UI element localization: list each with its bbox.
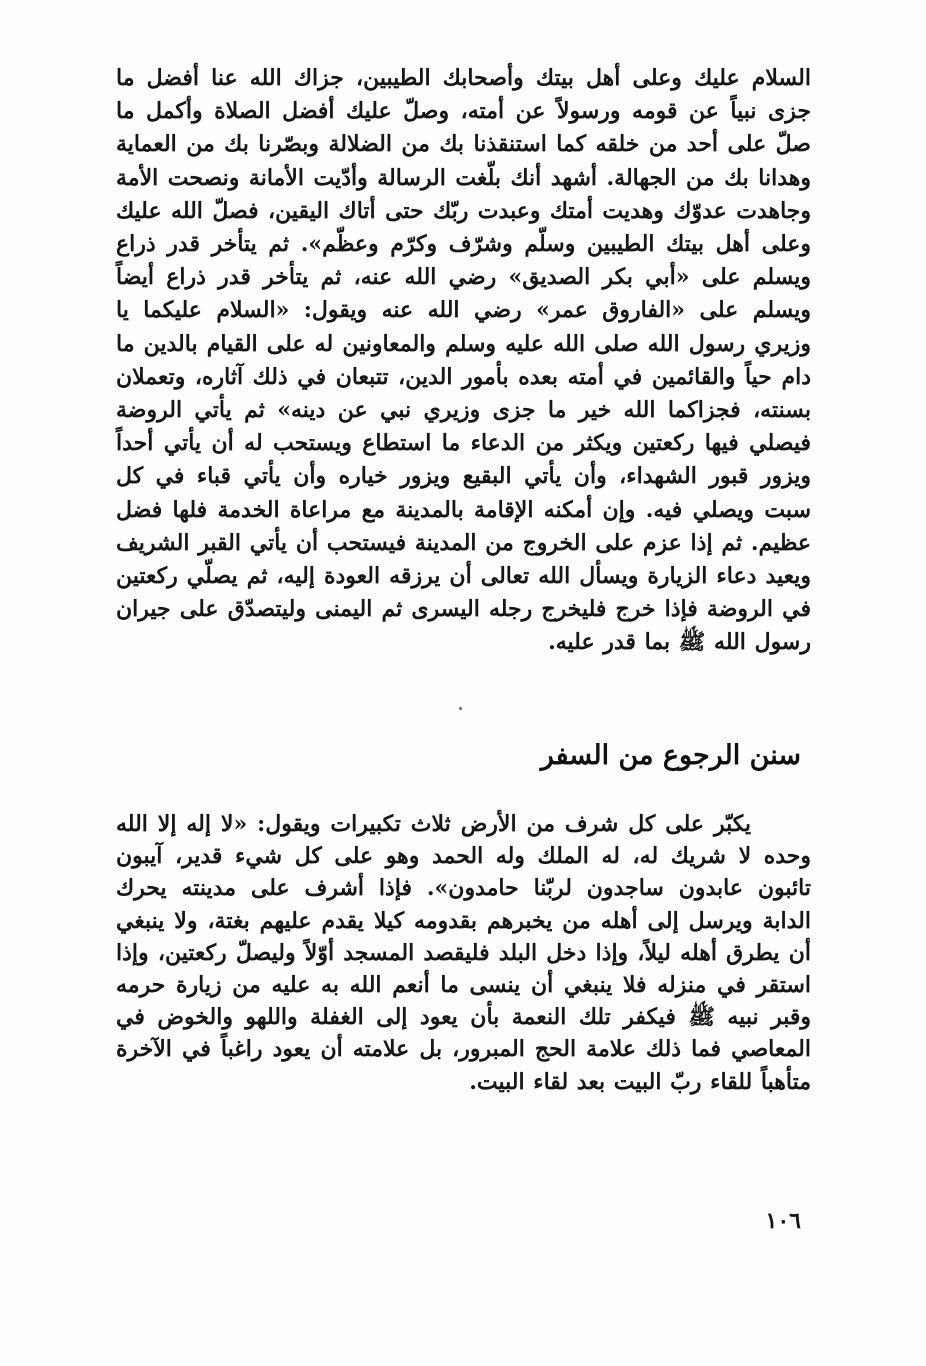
page-number: ١٠٦ — [765, 1208, 801, 1234]
section-heading: سنن الرجوع من السفر — [540, 740, 801, 771]
paragraph-visit-greetings: السلام عليك وعلى أهل بيتك وأصحابك الطيبين، جزاك الله عنا أفضل ما جزى نبياً عن قومه ورسولاً عن أمته، وصلّ عليك أفضل الصلاة وأكمل ما صلّ على أحد من خلقه كما استنقذنا بك من الضلالة وبصّرنا بك من العماية وهدانا بك من الجهالة. أشهد أنك بلّغت الرسالة وأدّيت الأمانة ونصحت الأمة وجاهدت عدوّك وهديت أمتك وعبدت ربّك حتى أتاك اليقين، فصلّ الله عليك وعلى أهل بيتك الطيبين وسلّم وشرّف وكرّم وعظّم». ثم يتأخر قدر ذراع ويسلم على «أبي بكر الصديق» رضي الله عنه، ثم يتأخر قدر ذراع أيضاً ويسلم على «الفاروق عمر» رضي الله عنه ويقول: «السلام عليكما يا وزيري رسول الله صلى الله عليه وسلم والمعاونين له على القيام بالدين ما دام حياً والقائمين في أمته بعده بأمور الدين، تتبعان في ذلك آثاره، وتعملان بسنته، فجزاكما الله خير ما جزى وزيري نبي عن دينه» ثم يأتي الروضة فيصلي فيها ركعتين ويكثر من الدعاء ما استطاع ويستحب له أن يأتي أحداً ويزور قبور الشهداء، وأن يأتي البقيع ويزور خياره وأن يأتي قباء في كل سبت ويصلي فيه. وإن أمكنه الإقامة بالمدينة مع مراعاة الخدمة فلها فضل عظيم. ثم إذا عزم على الخروج من المدينة فيستحب أن يأتي القبر الشريف ويعيد دعاء الزيارة ويسأل الله تعالى أن يرزقه العودة إليه، ثم يصلّي ركعتين في الروضة فإذا خرج فليخرج رجله اليسرى ثم اليمنى وليتصدّق على جيران رسول الله ﷺ بما قدر عليه. — [116, 65, 811, 656]
paragraph-return-from-travel: يكبّر على كل شرف من الأرض ثلاث تكبيرات ويقول: «لا إله إلا الله وحده لا شريك له، له الملك وله الحمد وهو على كل شيء قدير، آيبون تائبون عابدون ساجدون لربّنا حامدون». فإذا أشرف على مدينته يحرك الدابة ويرسل إلى أهله من يخبرهم بقدومه كيلا يقدم عليهم بغتة، ولا ينبغي أن يطرق أهله ليلاً، وإذا دخل البلد فليقصد المسجد أوّلاً وليصلّ ركعتين، وإذا استقر في منزله فلا ينبغي أن ينسى ما أنعم الله به عليه من زيارة حرمه وقبر نبيه ﷺ فيكفر تلك النعمة بأن يعود إلى الغفلة واللهو والخوض في المعاصي فما ذلك علامة الحج المبرور، بل علامته أن يعود راغباً في الآخرة متأهباً للقاء ربّ البيت بعد لقاء البيت. — [116, 811, 811, 1095]
ink-speck — [459, 707, 462, 710]
